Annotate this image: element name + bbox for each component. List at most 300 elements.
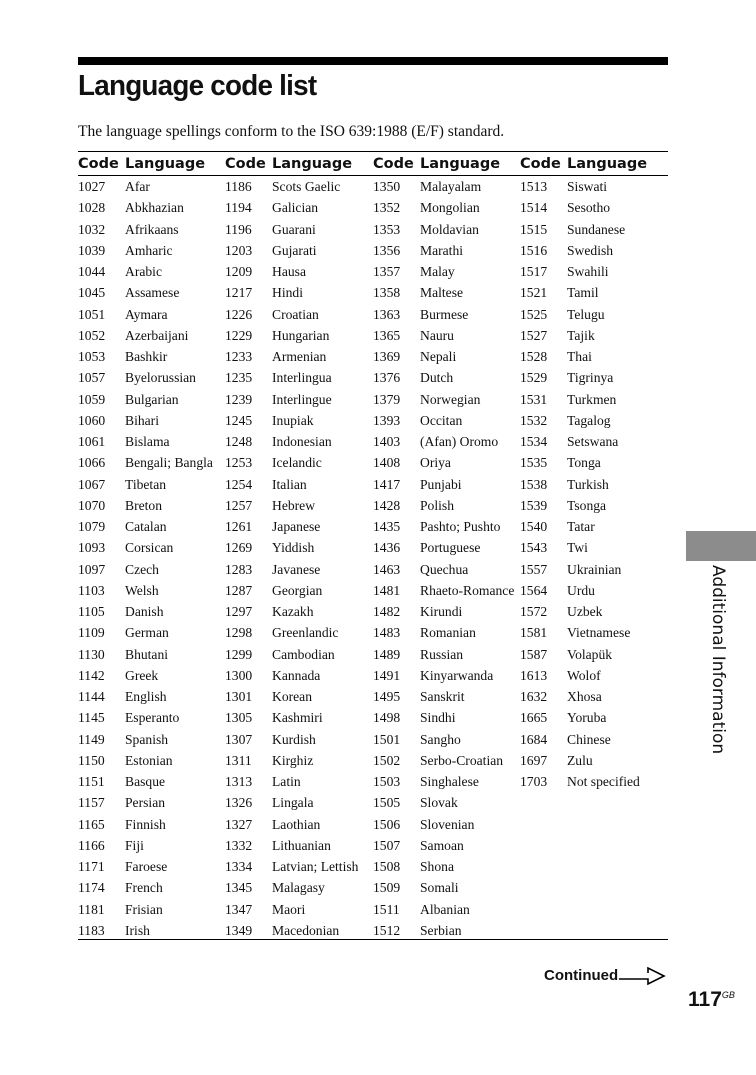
language-name: Afar	[125, 179, 150, 194]
table-row	[520, 431, 640, 452]
language-code: 1491	[373, 667, 401, 683]
language-name: Japanese	[272, 519, 321, 534]
language-name: Bulgarian	[125, 391, 179, 407]
language-code: 1350	[373, 179, 401, 194]
table-row	[520, 474, 640, 495]
table-row	[520, 559, 640, 580]
language-code: 1512	[373, 922, 401, 938]
language-name: Laothian	[272, 816, 321, 832]
table-row	[225, 835, 358, 856]
language-name: Maltese	[420, 285, 464, 301]
language-name: Sindhi	[420, 710, 456, 726]
table-row	[78, 176, 213, 197]
table-row	[373, 792, 514, 813]
language-name: Cambodian	[272, 646, 335, 662]
language-name: Xhosa	[567, 689, 602, 704]
table-row	[373, 665, 514, 686]
table-row	[520, 240, 640, 261]
table-row	[78, 856, 213, 877]
table-row	[225, 431, 358, 452]
language-code: 1186	[225, 179, 252, 194]
page-title: Language code list	[78, 70, 317, 102]
language-code: 1057	[78, 370, 106, 386]
language-code: 1535	[520, 455, 548, 471]
language-code: 1248	[225, 434, 253, 449]
language-code: 1093	[78, 540, 106, 556]
table-row	[225, 644, 358, 665]
language-name: Nauru	[420, 327, 454, 343]
language-code: 1313	[225, 774, 253, 789]
language-name: Catalan	[125, 519, 167, 534]
language-code: 1145	[78, 710, 105, 726]
table-row	[78, 792, 213, 813]
language-name: Slovenian	[420, 816, 475, 832]
language-name: Assamese	[125, 285, 180, 301]
language-name: Spanish	[125, 731, 169, 747]
language-name: Interlingue	[272, 391, 332, 407]
language-name: Basque	[125, 774, 166, 789]
language-name: Georgian	[272, 582, 323, 598]
table-row	[225, 559, 358, 580]
rows-4	[520, 176, 640, 792]
language-name: Nepali	[420, 349, 457, 364]
table-row	[520, 325, 640, 346]
table-row	[225, 474, 358, 495]
table-row	[373, 219, 514, 240]
table-row	[78, 750, 213, 771]
language-name: Croatian	[272, 306, 319, 322]
language-name: Thai	[567, 349, 592, 364]
language-name: Twi	[567, 540, 588, 556]
language-name: Byelorussian	[125, 370, 196, 386]
language-name: Portuguese	[420, 540, 481, 556]
language-name: Guarani	[272, 221, 316, 237]
language-code: 1287	[225, 582, 253, 598]
language-name: Bislama	[125, 434, 170, 449]
table-row	[78, 644, 213, 665]
table-row	[520, 261, 640, 282]
language-code: 1039	[78, 242, 106, 258]
table-row	[373, 920, 514, 941]
table-row	[373, 750, 514, 771]
table-row	[373, 707, 514, 728]
table-row	[225, 707, 358, 728]
language-code: 1703	[520, 774, 548, 789]
table-row	[225, 580, 358, 601]
language-name: Interlingua	[272, 370, 332, 386]
language-code: 1334	[225, 859, 253, 874]
language-name: Scots Gaelic	[272, 179, 341, 194]
table-row	[520, 495, 640, 516]
table-row	[78, 219, 213, 240]
language-code: 1239	[225, 391, 253, 407]
language-name: Sesotho	[567, 200, 611, 216]
language-name: Galician	[272, 200, 319, 216]
table-row	[225, 304, 358, 325]
language-code: 1483	[373, 625, 401, 641]
language-name: Lingala	[272, 795, 314, 811]
table-row	[225, 452, 358, 473]
language-code: 1142	[78, 667, 105, 683]
language-name: Bengali; Bangla	[125, 455, 213, 471]
language-code: 1508	[373, 859, 401, 874]
table-row	[78, 240, 213, 261]
language-code: 1300	[225, 667, 253, 683]
language-code: 1257	[225, 497, 253, 513]
language-header: Language	[420, 156, 501, 172]
table-row	[520, 537, 640, 558]
language-code: 1528	[520, 349, 548, 364]
rows-3	[373, 176, 514, 941]
table-row	[373, 474, 514, 495]
language-name: Fiji	[125, 837, 144, 853]
language-code: 1482	[373, 604, 401, 619]
language-code: 1203	[225, 242, 253, 258]
page-suffix: GB	[721, 990, 735, 1000]
table-row	[78, 601, 213, 622]
language-name: Kashmiri	[272, 710, 323, 726]
table-row	[225, 729, 358, 750]
table-row	[520, 750, 640, 771]
table-row	[373, 686, 514, 707]
language-name: Javanese	[272, 561, 321, 577]
language-name: Burmese	[420, 306, 469, 322]
table-row	[520, 729, 640, 750]
language-name: Albanian	[420, 901, 470, 917]
language-name: Afrikaans	[125, 221, 179, 237]
table-row	[225, 346, 358, 367]
language-name: Hindi	[272, 285, 303, 301]
table-row	[373, 771, 514, 792]
language-code: 1540	[520, 519, 548, 534]
language-code: 1183	[78, 922, 105, 938]
language-code: 1363	[373, 306, 401, 322]
table-row	[78, 495, 213, 516]
code-header: Code	[225, 156, 266, 172]
column-header	[225, 153, 352, 175]
table-row	[78, 282, 213, 303]
language-name: Kurdish	[272, 731, 316, 747]
language-code: 1053	[78, 349, 106, 364]
table-row	[520, 622, 640, 643]
language-code: 1151	[78, 774, 105, 789]
language-code: 1060	[78, 412, 106, 428]
language-code: 1572	[520, 604, 548, 619]
language-name: Tsonga	[567, 497, 607, 513]
table-row	[373, 644, 514, 665]
language-name: Estonian	[125, 752, 173, 768]
language-code: 1358	[373, 285, 401, 301]
language-name: Sangho	[420, 731, 461, 747]
table-row	[78, 346, 213, 367]
language-name: Persian	[125, 795, 166, 811]
table-row	[225, 261, 358, 282]
continued-arrow-icon	[618, 966, 666, 986]
table-row	[373, 814, 514, 835]
page-number	[688, 988, 735, 1012]
table-row	[78, 367, 213, 388]
table-row	[373, 431, 514, 452]
language-code: 1301	[225, 689, 253, 704]
language-name: Kazakh	[272, 604, 314, 619]
language-name: Welsh	[125, 582, 159, 598]
language-code: 1527	[520, 327, 548, 343]
table-row	[373, 176, 514, 197]
table-row	[520, 686, 640, 707]
table-row	[78, 325, 213, 346]
language-code: 1501	[373, 731, 401, 747]
language-name: Not specified	[567, 774, 640, 789]
language-name: Latin	[272, 774, 301, 789]
language-code: 1028	[78, 200, 106, 216]
language-code: 1495	[373, 689, 401, 704]
language-name: Oriya	[420, 455, 451, 471]
table-row	[78, 814, 213, 835]
language-code: 1697	[520, 752, 548, 768]
language-code: 1515	[520, 221, 548, 237]
table-row	[225, 282, 358, 303]
table-row	[225, 792, 358, 813]
language-name: Malay	[420, 264, 455, 279]
language-code: 1498	[373, 710, 401, 726]
language-name: Finnish	[125, 816, 166, 832]
language-code: 1529	[520, 370, 548, 386]
language-name: Ukrainian	[567, 561, 622, 577]
language-code: 1070	[78, 497, 106, 513]
language-name: Maori	[272, 901, 306, 917]
table-row	[225, 920, 358, 941]
table-row	[373, 559, 514, 580]
table-row	[373, 537, 514, 558]
language-code: 1181	[78, 901, 105, 917]
language-name: Frisian	[125, 901, 163, 917]
language-name: Kinyarwanda	[420, 667, 494, 683]
language-code: 1349	[225, 922, 253, 938]
language-name: Armenian	[272, 349, 327, 364]
language-name: Chinese	[567, 731, 611, 747]
language-code: 1543	[520, 540, 548, 556]
language-name: Rhaeto-Romance	[420, 582, 515, 598]
language-name: Russian	[420, 646, 464, 662]
table-row	[225, 750, 358, 771]
language-name: Italian	[272, 476, 307, 492]
language-name: Setswana	[567, 434, 619, 449]
language-code: 1166	[78, 837, 105, 853]
language-name: Tonga	[567, 455, 601, 471]
code-header: Code	[520, 156, 561, 172]
language-name: Tajik	[567, 327, 595, 343]
language-code: 1369	[373, 349, 401, 364]
table-row	[78, 729, 213, 750]
table-row	[373, 899, 514, 920]
language-name: Macedonian	[272, 922, 340, 938]
column-header	[520, 153, 647, 175]
language-name: English	[125, 689, 167, 704]
language-name: Serbo-Croatian	[420, 752, 504, 768]
table-row	[78, 877, 213, 898]
language-name: Dutch	[420, 370, 454, 386]
language-code: 1253	[225, 455, 253, 471]
top-rule	[78, 57, 668, 65]
language-code: 1408	[373, 455, 401, 471]
language-name: Wolof	[567, 667, 601, 683]
language-name: Malagasy	[272, 880, 325, 896]
language-name: (Afan) Oromo	[420, 434, 499, 449]
table-row	[520, 707, 640, 728]
table-row	[373, 410, 514, 431]
table-row	[373, 367, 514, 388]
language-code: 1347	[225, 901, 253, 917]
table-row	[520, 176, 640, 197]
language-name: Norwegian	[420, 391, 481, 407]
table-row	[225, 495, 358, 516]
language-code: 1516	[520, 242, 548, 258]
language-code: 1032	[78, 221, 106, 237]
table-row	[373, 452, 514, 473]
table-row	[78, 622, 213, 643]
language-name: Uzbek	[567, 604, 603, 619]
language-name: Tagalog	[567, 412, 611, 428]
language-code: 1066	[78, 455, 106, 471]
language-name: Malayalam	[420, 179, 482, 194]
language-code: 1196	[225, 221, 252, 237]
language-name: Faroese	[125, 859, 168, 874]
language-name: Telugu	[567, 306, 605, 322]
language-name: Hebrew	[272, 497, 316, 513]
language-code: 1097	[78, 561, 106, 577]
table-row	[373, 261, 514, 282]
language-code: 1297	[225, 604, 253, 619]
table-row	[373, 282, 514, 303]
language-code: 1144	[78, 689, 105, 704]
table-row	[520, 601, 640, 622]
language-name: Marathi	[420, 242, 464, 258]
language-name: Lithuanian	[272, 837, 331, 853]
language-code: 1261	[225, 519, 253, 534]
language-name: Czech	[125, 561, 159, 577]
language-code: 1365	[373, 327, 401, 343]
language-name: Kirghiz	[272, 752, 314, 768]
page-number-value: 117	[688, 988, 722, 1011]
language-name: Latvian; Lettish	[272, 859, 359, 874]
language-code: 1684	[520, 731, 548, 747]
table-row	[373, 516, 514, 537]
table-row	[225, 410, 358, 431]
language-code: 1356	[373, 242, 401, 258]
language-name: Singhalese	[420, 774, 479, 789]
language-name: Hungarian	[272, 327, 330, 343]
table-row	[78, 707, 213, 728]
language-code: 1507	[373, 837, 401, 853]
language-code: 1332	[225, 837, 253, 853]
language-code: 1298	[225, 625, 253, 641]
language-name: Slovak	[420, 795, 458, 811]
language-code: 1403	[373, 434, 401, 449]
table-row	[78, 431, 213, 452]
language-code: 1027	[78, 179, 106, 194]
language-code: 1051	[78, 306, 106, 322]
code-column-3	[373, 153, 515, 938]
language-code: 1345	[225, 880, 253, 896]
language-code: 1532	[520, 412, 548, 428]
language-code: 1103	[78, 582, 105, 598]
table-row	[520, 304, 640, 325]
table-row	[78, 452, 213, 473]
language-code: 1613	[520, 667, 548, 683]
language-name: Gujarati	[272, 242, 317, 258]
language-code: 1428	[373, 497, 401, 513]
language-code: 1105	[78, 604, 105, 619]
language-name: Serbian	[420, 922, 462, 938]
language-code: 1632	[520, 689, 548, 704]
language-code: 1517	[520, 264, 548, 279]
language-code: 1044	[78, 264, 106, 279]
language-name: Sundanese	[567, 221, 626, 237]
language-code: 1311	[225, 752, 252, 768]
language-name: Pashto; Pushto	[420, 519, 501, 534]
language-name: Sanskrit	[420, 689, 465, 704]
language-name: Polish	[420, 497, 454, 513]
language-code: 1357	[373, 264, 401, 279]
language-code: 1283	[225, 561, 253, 577]
language-code: 1130	[78, 646, 105, 662]
code-column-1	[78, 153, 213, 938]
language-code: 1376	[373, 370, 401, 386]
language-code: 1587	[520, 646, 548, 662]
language-code: 1506	[373, 816, 401, 832]
language-code: 1194	[225, 200, 252, 216]
language-name: Indonesian	[272, 434, 332, 449]
table-row	[520, 410, 640, 431]
table-row	[78, 771, 213, 792]
rows-2	[225, 176, 358, 941]
language-code: 1435	[373, 519, 401, 534]
table-row	[520, 665, 640, 686]
table-row	[520, 367, 640, 388]
table-row	[78, 686, 213, 707]
language-name: Quechua	[420, 561, 469, 577]
language-code: 1149	[78, 731, 105, 747]
table-row	[78, 304, 213, 325]
language-code: 1463	[373, 561, 401, 577]
language-name: Kirundi	[420, 604, 463, 619]
table-row	[520, 452, 640, 473]
table-row	[520, 516, 640, 537]
table-row	[373, 835, 514, 856]
language-code: 1305	[225, 710, 253, 726]
language-code: 1481	[373, 582, 401, 598]
language-name: Breton	[125, 497, 162, 513]
language-code: 1067	[78, 476, 106, 492]
table-row	[78, 920, 213, 941]
language-name: Tatar	[567, 519, 595, 534]
table-row	[78, 197, 213, 218]
table-row	[225, 176, 358, 197]
language-code: 1502	[373, 752, 401, 768]
language-code: 1299	[225, 646, 253, 662]
language-name: Romanian	[420, 625, 476, 641]
language-name: Vietnamese	[567, 625, 631, 641]
language-name: German	[125, 625, 169, 641]
language-name: Urdu	[567, 582, 595, 598]
table-row	[78, 559, 213, 580]
language-name: Azerbaijani	[125, 327, 189, 343]
table-row	[225, 219, 358, 240]
language-code: 1209	[225, 264, 253, 279]
language-code: 1581	[520, 625, 548, 641]
language-name: Turkish	[567, 476, 609, 492]
table-row	[225, 516, 358, 537]
